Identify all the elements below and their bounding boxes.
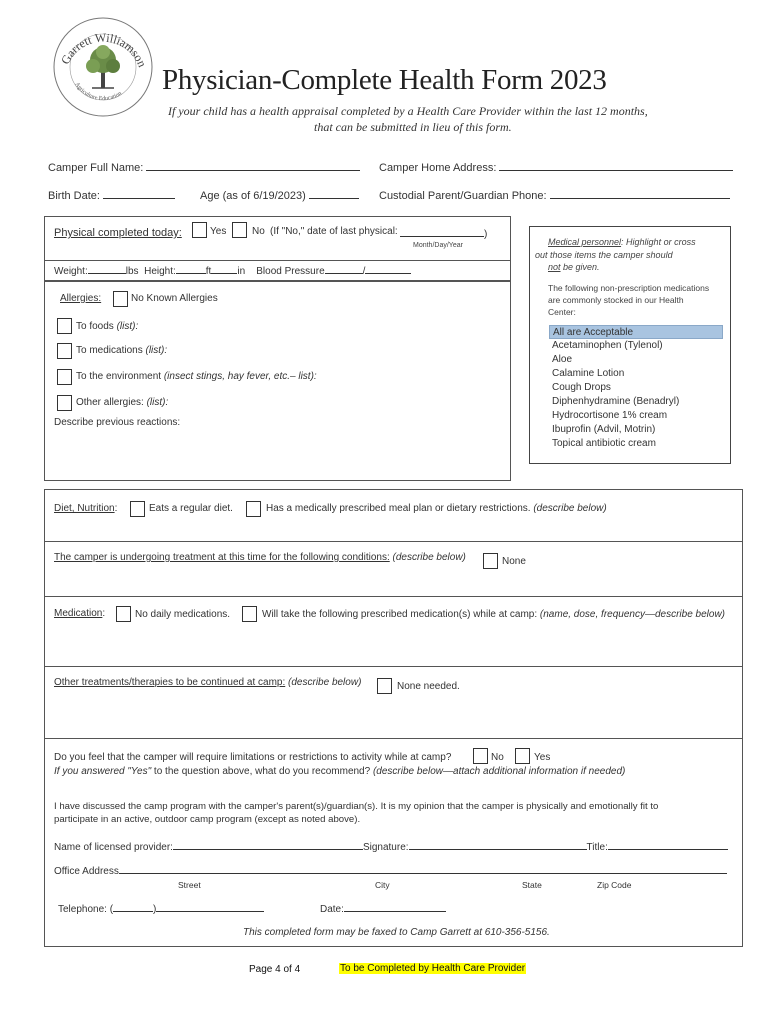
stock-intro-1: The following non-prescription medications bbox=[548, 283, 710, 293]
foods-list-label: (list): bbox=[116, 321, 139, 332]
treatment-none-checkbox[interactable] bbox=[483, 553, 498, 569]
medical-note-not: not bbox=[548, 262, 561, 272]
provider-row bbox=[54, 842, 728, 853]
medication-label-row bbox=[54, 608, 105, 619]
street-hint: Street bbox=[178, 880, 201, 890]
medical-note-text1: : Highlight or cross bbox=[621, 237, 696, 247]
medical-note-line3 bbox=[548, 262, 600, 272]
vitals-row bbox=[54, 266, 411, 277]
in-label: in bbox=[237, 266, 246, 277]
physical-yes-label: Yes bbox=[210, 226, 227, 237]
physical-date-field[interactable] bbox=[400, 226, 484, 237]
env-label: To the environment bbox=[76, 371, 162, 382]
other-allergy-label: Other allergies: bbox=[76, 397, 144, 408]
page-number: Page 4 of 4 bbox=[249, 964, 301, 975]
describe-reactions-label: Describe previous reactions: bbox=[54, 417, 181, 428]
physical-no-label: No bbox=[252, 226, 265, 237]
limitations-no-checkbox[interactable] bbox=[473, 748, 488, 764]
meal-plan-row bbox=[266, 503, 607, 514]
limitations-question: Do you feel that the camper will require limitations or restrictions to activity while at camp? bbox=[54, 752, 452, 763]
bp-slash: / bbox=[362, 266, 366, 277]
treatment-label: The camper is undergoing treatment at this time for the following conditions: bbox=[54, 552, 390, 563]
limitations-yes-label: Yes bbox=[534, 752, 551, 763]
therapies-none-checkbox[interactable] bbox=[377, 678, 392, 694]
height-label: Height: bbox=[144, 266, 176, 277]
age-field[interactable] bbox=[309, 198, 359, 199]
bp-label: Blood Pressure bbox=[256, 266, 325, 277]
medication-item[interactable]: Hydrocortisone 1% cream bbox=[552, 410, 668, 421]
medication-item[interactable]: All are Acceptable bbox=[549, 325, 723, 339]
medication-item[interactable]: Acetaminophen (Tylenol) bbox=[552, 340, 663, 351]
birth-date-row bbox=[48, 190, 175, 202]
telephone-number-field[interactable] bbox=[156, 911, 264, 912]
therapies-none-label: None needed. bbox=[397, 681, 460, 692]
medication-list bbox=[549, 325, 723, 451]
therapies-label: Other treatments/therapies to be continued at camp: bbox=[54, 677, 286, 688]
foods-label: To foods bbox=[76, 321, 114, 332]
office-address-label: Office Address bbox=[54, 866, 119, 877]
age-row bbox=[200, 190, 359, 202]
age-label: Age (as of 6/19/2023) bbox=[200, 190, 306, 202]
provider-label: Name of licensed provider: bbox=[54, 842, 173, 853]
treatment-none-label: None bbox=[502, 556, 526, 567]
meds-allergy-row bbox=[76, 345, 167, 356]
page-title: Physician-Complete Health Form 2023 bbox=[162, 64, 607, 96]
ft-label: ft bbox=[205, 266, 212, 277]
therapies-note: (describe below) bbox=[288, 677, 362, 688]
no-daily-meds-label: No daily medications. bbox=[135, 609, 231, 620]
bp-systolic-field[interactable] bbox=[325, 273, 363, 274]
medical-note-line1 bbox=[548, 237, 696, 247]
birth-date-label: Birth Date: bbox=[48, 190, 100, 202]
tree-icon bbox=[86, 45, 120, 88]
foods-row bbox=[76, 321, 138, 332]
will-take-meds-checkbox[interactable] bbox=[242, 606, 257, 622]
meal-plan-note: (describe below) bbox=[533, 503, 607, 514]
meds-allergy-label: To medications bbox=[76, 345, 143, 356]
regular-diet-label: Eats a regular diet. bbox=[149, 503, 233, 514]
telephone-row bbox=[58, 904, 264, 915]
medication-item[interactable]: Cough Drops bbox=[552, 382, 611, 393]
no-daily-meds-checkbox[interactable] bbox=[116, 606, 131, 622]
title-label: Title: bbox=[586, 842, 608, 853]
medication-item[interactable]: Ibuprofin (Advil, Motrin) bbox=[552, 424, 656, 435]
diet-label: Diet, Nutrition bbox=[54, 503, 115, 514]
medical-note-text3: be given. bbox=[560, 262, 600, 272]
camper-name-row bbox=[48, 162, 360, 174]
medication-item[interactable]: Topical antibiotic cream bbox=[552, 438, 656, 449]
treatment-note: (describe below) bbox=[392, 552, 466, 563]
limitations-no-label: No bbox=[491, 752, 504, 763]
guardian-phone-field[interactable] bbox=[550, 198, 730, 199]
camper-address-label: Camper Home Address: bbox=[379, 162, 497, 174]
height-in-field[interactable] bbox=[211, 273, 237, 274]
office-address-field[interactable] bbox=[119, 873, 727, 874]
date-row bbox=[320, 904, 446, 915]
medication-label: Medication bbox=[54, 608, 103, 619]
bp-diastolic-field[interactable] bbox=[365, 273, 411, 274]
limitations-yes-checkbox[interactable] bbox=[515, 748, 530, 764]
env-row bbox=[76, 371, 317, 382]
env-list-label: (insect stings, hay fever, etc.– list): bbox=[163, 371, 317, 382]
other-allergy-row bbox=[76, 397, 168, 408]
therapies-row bbox=[54, 677, 361, 688]
stock-intro-2: are commonly stocked in our Health bbox=[548, 295, 684, 305]
zip-hint: Zip Code bbox=[597, 880, 632, 890]
other-allergy-checkbox[interactable] bbox=[57, 395, 72, 411]
date-field[interactable] bbox=[344, 911, 446, 912]
meds-allergy-checkbox[interactable] bbox=[57, 343, 72, 359]
will-take-meds-row bbox=[262, 609, 725, 620]
subtitle-line-1: If your child has a health appraisal completed by a Health Care Provider within the last 12 months, bbox=[168, 104, 648, 118]
limitations-followup bbox=[54, 766, 625, 777]
guardian-phone-label: Custodial Parent/Guardian Phone: bbox=[379, 190, 547, 202]
signature-label: Signature: bbox=[362, 842, 409, 853]
signature-field[interactable] bbox=[409, 849, 587, 850]
medical-note-line2: out those items the camper should bbox=[535, 250, 673, 260]
will-take-meds-label: Will take the following prescribed medication(s) while at camp: bbox=[262, 609, 538, 620]
diet-colon: : bbox=[114, 503, 118, 514]
weight-field[interactable] bbox=[88, 273, 126, 274]
title-field[interactable] bbox=[608, 849, 728, 850]
date-label: Date: bbox=[320, 904, 344, 915]
svg-text:Agriculture Education bbox=[73, 82, 122, 102]
treatment-row bbox=[54, 552, 466, 563]
fitness-statement-1: I have discussed the camp program with the camper's parent(s)/guardian(s). It is my opinion that the camper is physically and emotionally fit to bbox=[54, 801, 659, 812]
followup-note: (describe below—attach additional information if needed) bbox=[372, 766, 626, 777]
close-paren: ) bbox=[484, 229, 488, 240]
meds-allergy-list-label: (list): bbox=[145, 345, 168, 356]
lbs-label: lbs bbox=[125, 266, 139, 277]
provider-field[interactable] bbox=[173, 849, 363, 850]
logo-ring-text: Garrett Williamson bbox=[58, 30, 150, 70]
state-hint: State bbox=[522, 880, 542, 890]
medication-item[interactable]: Diphenhydramine (Benadryl) bbox=[552, 396, 680, 407]
height-ft-field[interactable] bbox=[176, 273, 206, 274]
physical-no-checkbox[interactable] bbox=[232, 222, 247, 238]
camper-address-row bbox=[379, 162, 733, 174]
stock-intro-3: Center: bbox=[548, 307, 576, 317]
subtitle-line-2: that can be submitted in lieu of this form. bbox=[314, 120, 512, 134]
will-take-meds-note: (name, dose, frequency—describe below) bbox=[539, 609, 725, 620]
camper-name-field[interactable] bbox=[146, 170, 360, 171]
medication-colon: : bbox=[102, 608, 106, 619]
meal-plan-checkbox[interactable] bbox=[246, 501, 261, 517]
meal-plan-label: Has a medically prescribed meal plan or dietary restrictions. bbox=[266, 503, 531, 514]
guardian-phone-row bbox=[379, 190, 730, 202]
nka-checkbox[interactable] bbox=[113, 291, 128, 307]
physical-label: Physical completed today: bbox=[54, 227, 182, 239]
completion-note: To be Completed by Health Care Provider bbox=[340, 963, 526, 974]
fitness-statement-2: participate in an active, outdoor camp program (except as noted above). bbox=[54, 814, 361, 825]
telephone-label: Telephone: ( bbox=[58, 904, 114, 915]
camper-name-label: Camper Full Name: bbox=[48, 162, 144, 174]
diet-label-row bbox=[54, 503, 117, 514]
date-hint: Month/Day/Year bbox=[413, 242, 463, 249]
city-hint: City bbox=[375, 880, 390, 890]
office-address-row bbox=[54, 866, 727, 877]
fax-note: This completed form may be faxed to Camp Garrett at 610-356-5156. bbox=[243, 927, 550, 938]
physical-date-row bbox=[400, 226, 487, 240]
env-checkbox[interactable] bbox=[57, 369, 72, 385]
physical-yes-checkbox[interactable] bbox=[192, 222, 207, 238]
allergies-label: Allergies: bbox=[60, 293, 102, 304]
telephone-close-paren: ) bbox=[153, 904, 157, 915]
medication-item[interactable]: Calamine Lotion bbox=[552, 368, 625, 379]
camper-address-field[interactable] bbox=[499, 170, 733, 171]
weight-label: Weight: bbox=[54, 266, 88, 277]
physical-if-no-label: (If "No," date of last physical: bbox=[270, 226, 398, 237]
logo-ring-text-bottom: Agriculture Education bbox=[73, 81, 123, 103]
logo bbox=[52, 16, 154, 118]
followup-if-yes: If you answered "Yes" bbox=[54, 766, 152, 777]
telephone-area-field[interactable] bbox=[113, 911, 153, 912]
other-allergy-list-label: (list): bbox=[146, 397, 169, 408]
nka-label: No Known Allergies bbox=[131, 293, 218, 304]
foods-checkbox[interactable] bbox=[57, 318, 72, 334]
medication-item[interactable]: Aloe bbox=[552, 354, 573, 365]
followup-question: to the question above, what do you recommend? bbox=[151, 766, 371, 777]
birth-date-field[interactable] bbox=[103, 198, 175, 199]
regular-diet-checkbox[interactable] bbox=[130, 501, 145, 517]
medical-personnel-label: Medical personnel bbox=[548, 237, 622, 247]
